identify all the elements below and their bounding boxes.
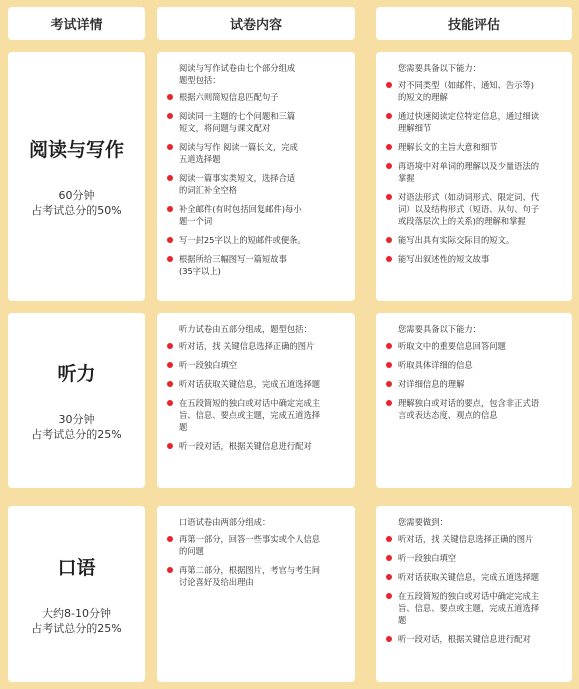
content-list <box>167 533 345 588</box>
skills-list <box>386 340 562 421</box>
list-item-text: 听对话，找 关键信息选择正确的图片 <box>179 341 315 351</box>
bullet-dot-icon <box>386 194 392 200</box>
bullet-dot-icon <box>386 144 392 150</box>
section-duration: 大约8-10分钟 <box>42 606 111 620</box>
list-item-text: 听对话获取关键信息，完成五道选择题 <box>398 572 540 582</box>
list-item-text: 再语境中对单词的理解以及少量语法的 掌握 <box>398 161 540 183</box>
bullet-dot-icon <box>386 113 392 119</box>
skills-intro: 您需要做到： <box>398 517 448 527</box>
bullet-dot-icon <box>167 443 173 449</box>
list-item <box>167 397 345 433</box>
list-item <box>167 564 345 588</box>
bullet-dot-icon <box>167 206 173 212</box>
bullet-dot-icon <box>167 536 173 542</box>
bullet-dot-icon <box>167 362 173 368</box>
list-item <box>386 378 562 390</box>
list-item-text: 在五段简短的独白或对话中确定完成主 旨、信息、要点或主题，完成五道选择 题 <box>398 591 540 625</box>
section-duration: 60分钟 <box>58 189 95 202</box>
bullet-dot-icon <box>386 593 392 599</box>
list-item <box>167 141 345 165</box>
bullet-dot-icon <box>167 94 173 100</box>
list-item-text: 理解长文的主旨大意和细节 <box>398 142 498 152</box>
list-item-text: 对详细信息的理解 <box>398 379 465 389</box>
list-item-text: 听一段独白填空 <box>398 553 457 563</box>
bullet-dot-icon <box>386 574 392 580</box>
bullet-dot-icon <box>167 400 173 406</box>
section-percentage: 占考试总分的25% <box>31 621 122 635</box>
list-item-text: 通过快速阅读定位特定信息，通过细读 理解细节 <box>398 111 540 133</box>
bullet-dot-icon <box>386 400 392 406</box>
section-percentage: 占考试总分的50% <box>31 204 122 217</box>
skills-list <box>386 533 562 645</box>
list-item-text: 阅读同一主题的七个问题和三篇 短文，将问题与课文配对 <box>179 111 296 133</box>
section-title: 阅读与写作 <box>28 139 124 161</box>
bullet-dot-icon <box>386 256 392 262</box>
list-item-text: 听一段独白填空 <box>179 360 238 370</box>
list-item-text: 听一段对话，根据关键信息进行配对 <box>179 441 312 451</box>
bullet-dot-icon <box>386 381 392 387</box>
content-listening <box>157 313 355 488</box>
section-percentage: 占考试总分的25% <box>31 428 122 441</box>
skills-speaking <box>376 506 572 682</box>
section-listening <box>8 313 145 488</box>
list-item <box>386 397 562 421</box>
content-intro: 阅读与写作试卷由七个部分组成 题型包括： <box>179 63 296 85</box>
list-item <box>386 79 562 103</box>
list-item <box>386 234 562 246</box>
content-intro: 口语试卷由两部分组成： <box>179 517 271 527</box>
list-item-text: 听对话，找 关键信息选择正确的图片 <box>398 534 534 544</box>
bullet-dot-icon <box>386 636 392 642</box>
bullet-dot-icon <box>386 237 392 243</box>
bullet-dot-icon <box>167 144 173 150</box>
list-item <box>386 110 562 134</box>
list-item-text: 再第一部分，回答一些事实或个人信息 的问题 <box>179 534 321 556</box>
header-exam-details-label: 考试详情 <box>50 18 103 33</box>
header-paper-content <box>157 7 355 40</box>
list-item-text: 阅读一篇事实类短文，选择合适 的词汇补全空格 <box>179 173 296 195</box>
list-item-text: 听取文中的重要信息回答问题 <box>398 341 506 351</box>
section-reading-writing <box>8 52 145 301</box>
skills-listening <box>376 313 572 488</box>
content-intro: 听力试卷由五部分组成，题型包括： <box>179 324 312 334</box>
header-skill-assessment <box>376 7 572 40</box>
list-item <box>167 340 345 352</box>
section-title: 听力 <box>57 363 96 385</box>
skills-reading-writing <box>376 52 572 301</box>
list-item-text: 根据所给三幅图写一篇短故事 (35字以上) <box>179 254 287 276</box>
list-item <box>386 633 562 645</box>
bullet-dot-icon <box>386 555 392 561</box>
section-title: 口语 <box>57 556 96 579</box>
list-item <box>167 172 345 196</box>
list-item-text: 对不同类型（如邮件、通知、告示等) 的短文的理解 <box>398 80 534 102</box>
list-item-text: 根据六则简短信息匹配句子 <box>179 92 279 102</box>
list-item <box>386 141 562 153</box>
list-item <box>386 253 562 265</box>
list-item <box>167 253 345 277</box>
section-duration: 30分钟 <box>58 413 95 426</box>
skills-intro: 您需要具备以下能力： <box>398 63 481 73</box>
list-item <box>386 191 562 227</box>
list-item <box>167 110 345 134</box>
list-item <box>386 571 562 583</box>
content-reading-writing <box>157 52 355 301</box>
bullet-dot-icon <box>167 381 173 387</box>
list-item-text: 能写出具有实际交际目的短文。 <box>398 235 515 245</box>
bullet-dot-icon <box>386 82 392 88</box>
content-list <box>167 340 345 452</box>
list-item <box>167 359 345 371</box>
list-item <box>167 203 345 227</box>
skills-list <box>386 79 562 265</box>
list-item <box>167 234 345 246</box>
bullet-dot-icon <box>386 343 392 349</box>
list-item-text: 听一段对话，根据关键信息进行配对 <box>398 634 531 644</box>
bullet-dot-icon <box>167 237 173 243</box>
bullet-dot-icon <box>167 113 173 119</box>
list-item-text: 补全邮件(有时包括回复邮件)每小 题一个词 <box>179 204 302 226</box>
list-item <box>386 359 562 371</box>
list-item-text: 再第二部分，根据图片，考官与考生间 讨论喜好及给出理由 <box>179 565 321 587</box>
bullet-dot-icon <box>167 567 173 573</box>
list-item <box>386 533 562 545</box>
list-item <box>386 590 562 626</box>
bullet-dot-icon <box>386 362 392 368</box>
list-item-text: 阅读与写作 阅读一篇长文，完成 五道选择题 <box>179 142 298 164</box>
section-speaking <box>8 506 145 682</box>
list-item-text: 理解独白或对话的要点，包含非正式语 言或表达态度、观点的信息 <box>398 398 540 420</box>
list-item <box>386 160 562 184</box>
content-speaking <box>157 506 355 682</box>
list-item <box>386 340 562 352</box>
list-item <box>167 378 345 390</box>
list-item-text: 能写出叙述性的短文故事 <box>398 254 490 264</box>
list-item-text: 对语法形式（如动词形式、限定词、代 词）以及结构形式（短语、从句、句子 或段落层次上的关系)的理解和掌握 <box>398 192 540 226</box>
header-skill-assessment-label: 技能评估 <box>447 18 500 33</box>
list-item <box>386 552 562 564</box>
bullet-dot-icon <box>167 175 173 181</box>
header-exam-details <box>8 7 145 40</box>
skills-intro: 您需要具备以下能力： <box>398 324 481 334</box>
list-item-text: 听取具体详细的信息 <box>398 360 473 370</box>
list-item-text: 在五段简短的独白或对话中确定完成主 旨、信息、要点或主题，完成五道选择 题 <box>179 398 321 432</box>
bullet-dot-icon <box>167 343 173 349</box>
list-item <box>167 440 345 452</box>
list-item <box>167 533 345 557</box>
bullet-dot-icon <box>386 163 392 169</box>
list-item-text: 听对话获取关键信息，完成五道选择题 <box>179 379 321 389</box>
list-item <box>167 91 345 103</box>
header-paper-content-label: 试卷内容 <box>229 18 282 33</box>
list-item-text: 写一封25字以上的短邮件或便条。 <box>179 235 306 245</box>
bullet-dot-icon <box>386 536 392 542</box>
bullet-dot-icon <box>167 256 173 262</box>
content-list <box>167 91 345 277</box>
